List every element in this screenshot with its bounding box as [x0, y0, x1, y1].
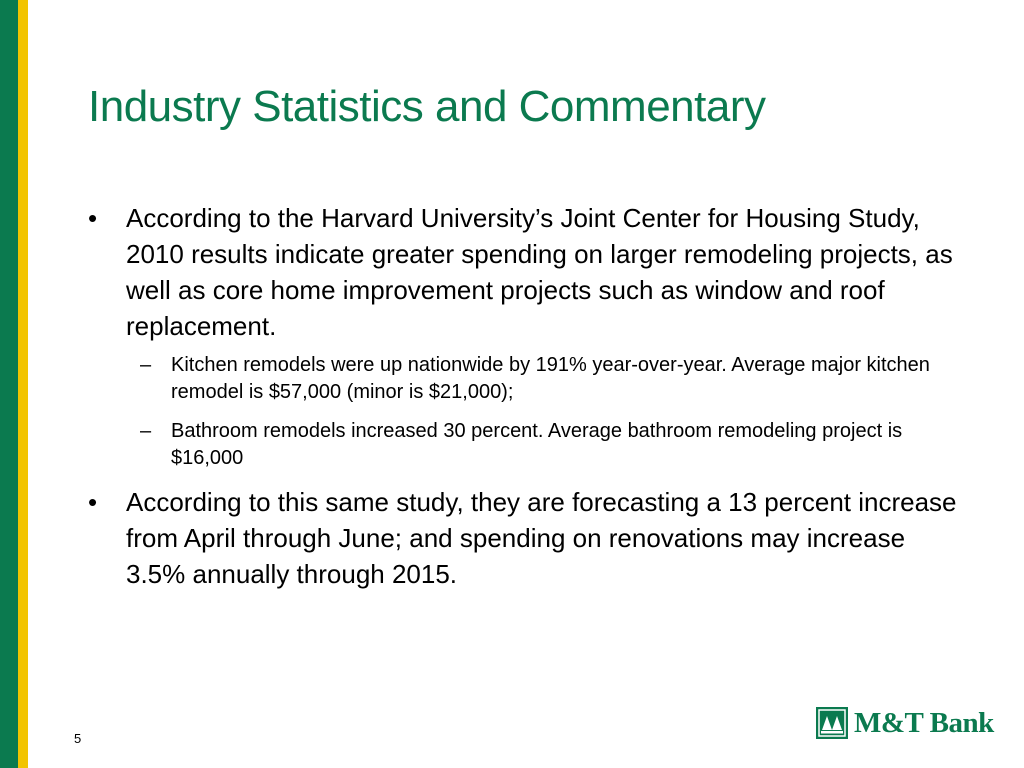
sub-bullet-item — [126, 418, 968, 472]
bullet-item — [88, 484, 968, 592]
sub-bullet-text: Bathroom remodels increased 30 percent. Average bathroom remodeling project is $16,000 — [171, 420, 903, 469]
bullet-list — [88, 200, 968, 602]
bullet-marker: • — [88, 487, 98, 517]
slide-title: Industry Statistics and Commentary — [88, 82, 766, 131]
left-green-stripe — [0, 0, 18, 768]
bullet-text: According to this same study, they are forecasting a 13 percent increase from April through June; and spending on renovations may increase 3.5% annually through 2015. — [126, 487, 957, 589]
mt-bank-logo — [816, 706, 994, 740]
mt-bank-logo-icon — [816, 707, 848, 739]
page-number: 5 — [74, 731, 82, 746]
logo-text: M&T Bank — [854, 706, 994, 739]
sub-bullet-marker: – — [140, 420, 152, 442]
sub-bullet-list — [126, 352, 968, 472]
bullet-marker: • — [88, 203, 98, 233]
sub-bullet-text: Kitchen remodels were up nationwide by 191% year-over-year. Average major kitchen remodel is $57,000 (minor is $21,000); — [171, 354, 930, 403]
bullet-text: According to the Harvard University’s Joint Center for Housing Study, 2010 results indicate greater spending on larger remodeling projects, as well as core home improvement projects such as window and roof replacement. — [126, 203, 953, 341]
sub-bullet-marker: – — [140, 354, 152, 376]
sub-bullet-item — [126, 352, 968, 406]
left-gold-stripe — [18, 0, 28, 768]
bullet-item — [88, 200, 968, 472]
